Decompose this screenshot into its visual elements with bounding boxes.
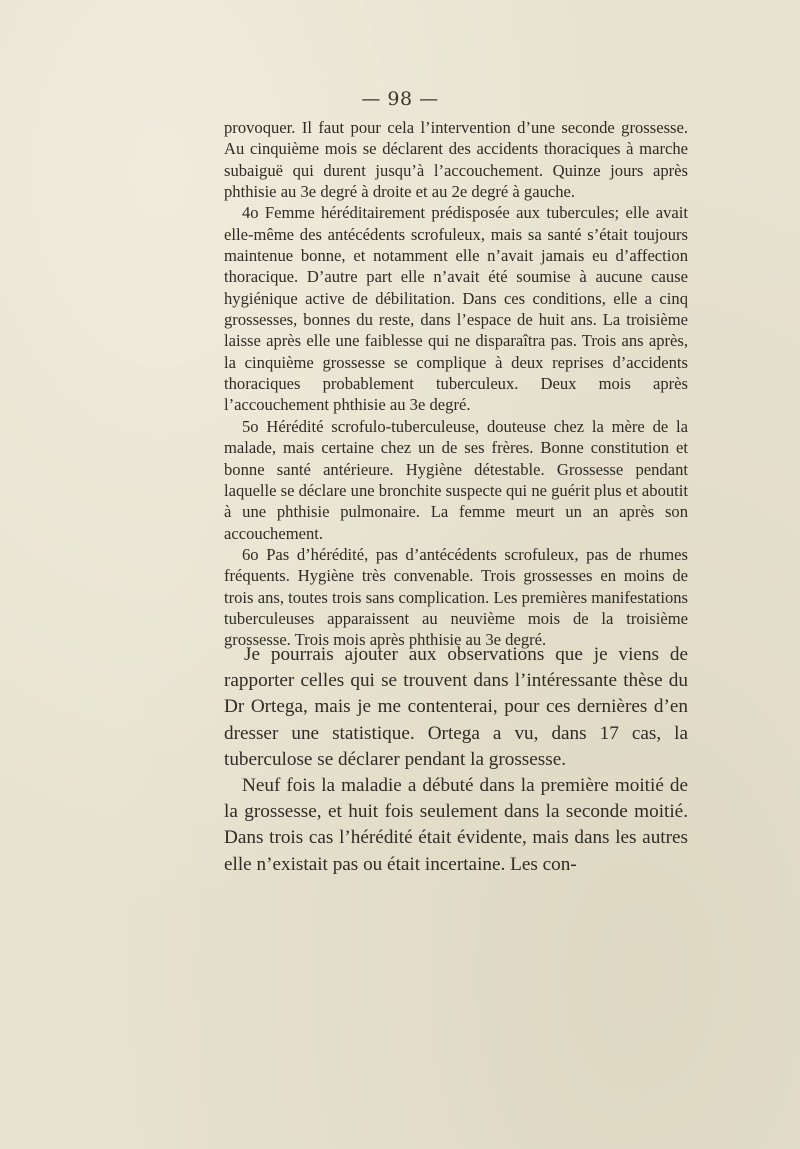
paragraph-case-5: 5o Hérédité scrofulo-tuberculeuse, douteuse chez la mère de la malade, mais certaine chez un de ses frères. Bonne constitution et bonne santé antérieure. Hygiène détestable. Grossesse pendant laquelle se déclare une bronchite suspecte qui ne guérit plus et aboutit à une phthisie pulmonaire. La femme meurt un an après son accouchement. [224,416,689,543]
paragraph-ortega-statistics: Je pourrais ajouter aux observations que je viens de rapporter celles qui se trouvent dans l’intéressante thèse du Dr Ortega, mais je me contenterai, pour ces dernières d’en dresser une statistique. Ortega a vu, dans 17 cas, la tuberculose se déclarer pendant la grossesse. [224,644,688,770]
paragraph-case-4: 4o Femme héréditairement prédisposée aux tubercules; elle avait elle-même des antécédents scrofuleux, mais sa santé s’était toujours maintenue bonne, et notamment elle n’avait jamais eu d’affection thoracique. D’autre part elle n’avait été soumise à aucune cause hygiénique active de débilitation. Dans ces conditions, elle a cinq grossesses, bonnes du reste, dans l’espace de huit ans. La troisième laisse après elle une faiblesse qui ne disparaîtra pas. Trois ans après, la cinquième grossesse se complique à deux reprises d’accidents thoraciques probablement tuberculeux. Deux mois après l’accouchement phthisie au 3e degré. [224,203,688,415]
paragraph-continuation: provoquer. Il faut pour cela l’intervention d’une seconde grossesse. Au cinquième mois se déclarent des accidents thoraciques à marche subaiguë qui durent jusqu’à l’accouchement. Quinze jours après phthisie au 3e degré à droite et au 2e degré à gauche. [224,118,688,202]
paragraph-onset-timing: Neuf fois la maladie a débuté dans la première moitié de la grossesse, et huit fois seulement dans la seconde moitié. Dans trois cas l’hérédité était évidente, mais dans les autres elle n’existait pas ou était incertaine. Les con- [224,775,688,875]
case-observations-block [224,117,688,651]
page-number: — 98 — [361,88,439,110]
paragraph-case-6: 6o Pas d’hérédité, pas d’antécédents scrofuleux, pas de rhumes fréquents. Hygiène très convenable. Trois grossesses en moins de trois ans, toutes trois sans complication. Les premières manifestations tuberculeuses apparaissent au neuvième mois de la troisième grossesse. Trois mois après phthisie au 3e degré. [224,544,688,650]
main-text-block [224,642,688,878]
